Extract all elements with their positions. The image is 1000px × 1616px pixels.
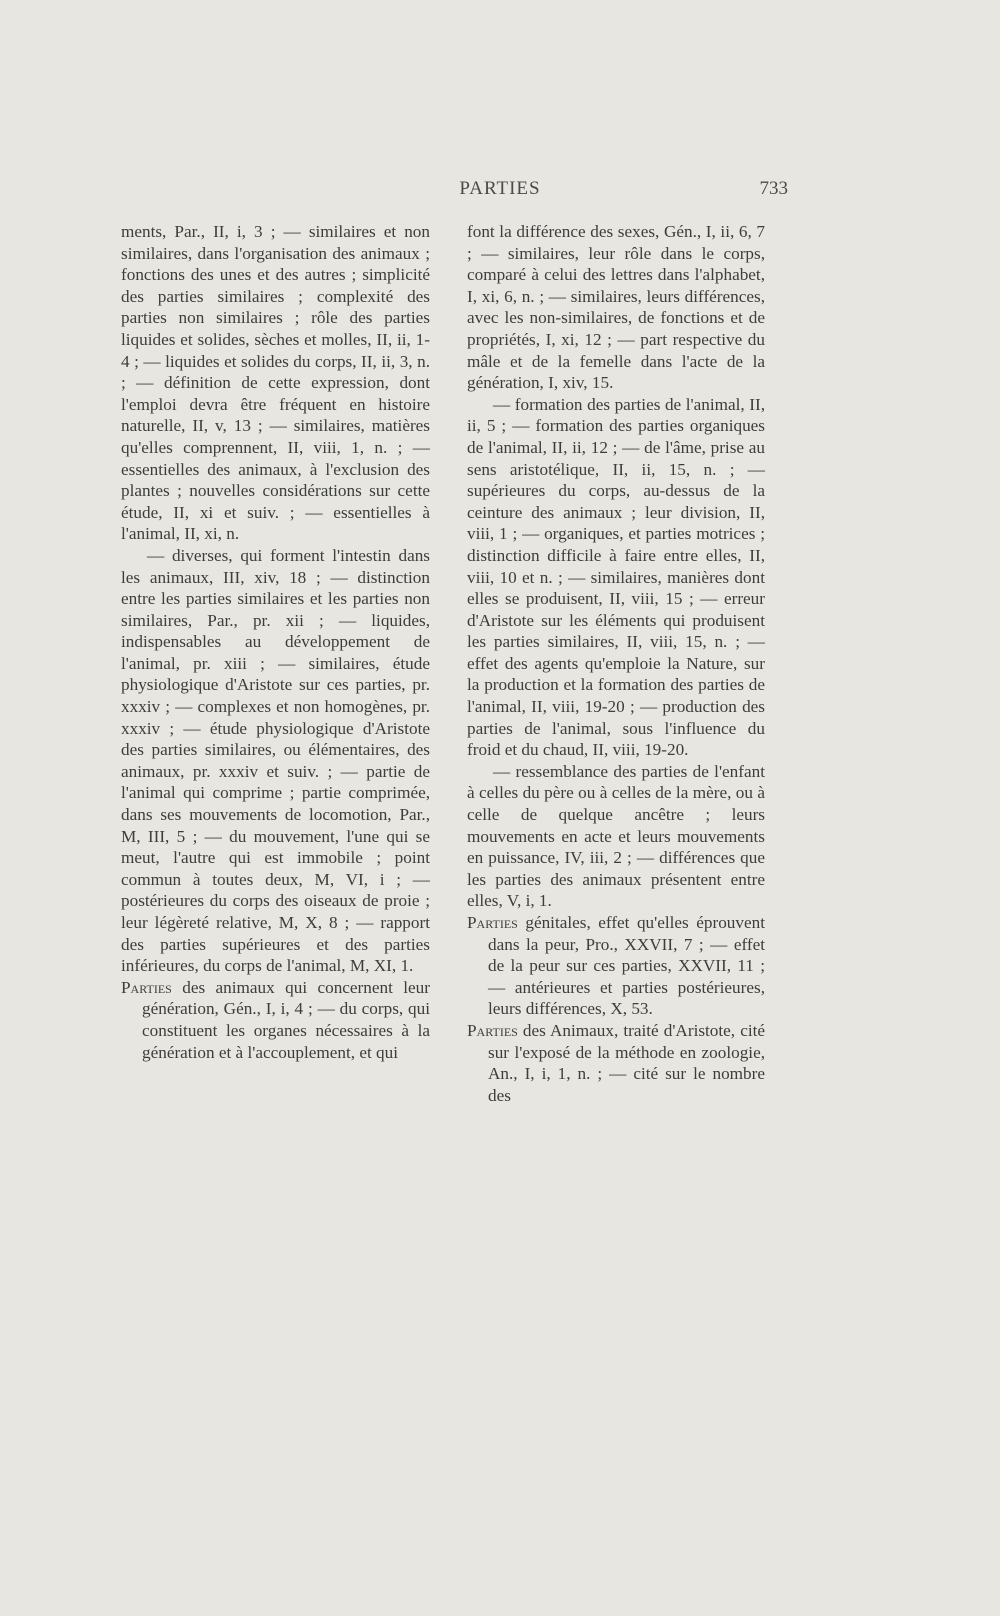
index-entry	[121, 977, 430, 1063]
left-column	[121, 221, 430, 1063]
index-paragraph: ments, Par., II, i, 3 ; — similaires et non similaires, dans l'organisation des animaux ; fonctions des unes et des autres ; simplicité des parties similaires ; complexité des parties non similaires ; rôle des parties liquides et solides, sèches et molles, II, ii, 1-4 ; — liquides et solides du corps, II, ii, 3, n. ; — définition de cette expression, dont l'emploi devra être fréquent en histoire naturelle, II, v, 13 ; — similaires, matières qu'elles comprennent, II, viii, 1, n. ; — essentielles des animaux, à l'exclusion des plantes ; nouvelles considérations sur cette étude, II, xi et suiv. ; — essentielles à l'animal, II, xi, n.	[121, 222, 430, 544]
index-paragraph: — formation des parties de l'animal, II, ii, 5 ; — formation des parties organiques de l'animal, II, ii, 12 ; — de l'âme, prise au sens aristotélique, II, ii, 15, n. ; — supérieures du corps, au-dessus de la ceinture des animaux ; leur division, II, viii, 1 ; — organiques, et parties motrices ; distinction difficile à faire entre elles, II, viii, 10 et n. ; — similaires, manières dont elles se produisent, II, viii, 15 ; — erreur d'Aristote sur les éléments qui produisent les parties similaires, II, viii, 15, n. ; — effet des agents qu'emploie la Nature, sur la production et la formation des parties de l'animal, II, viii, 19-20 ; — production des parties de l'animal, sous l'influence du froid et du chaud, II, viii, 19-20.	[467, 394, 765, 760]
running-title: PARTIES	[459, 178, 541, 199]
index-paragraph: — ressemblance des parties de l'enfant à celles du père ou à celles de la mère, ou à celle de quelque ancêtre ; leurs mouvements en acte et leurs mouvements en puissance, IV, iii, 2 ; — différences que les parties des animaux présentent entre elles, V, i, 1.	[467, 761, 765, 911]
right-column	[467, 221, 765, 1106]
index-paragraph: — diverses, qui forment l'intestin dans les animaux, III, xiv, 18 ; — distinction entre les parties similaires et les parties non similaires, Par., pr. xii ; — liquides, indispensables au développement de l'animal, pr. xiii ; — similaires, étude physiologique d'Aristote sur ces parties, pr. xxxiv ; — complexes et non homogènes, pr. xxxiv ; — étude physiologique d'Aristote des parties similaires, ou élémentaires, des animaux, pr. xxxiv et suiv. ; — partie de l'animal qui comprime ; partie comprimée, dans ses mouvements de locomotion, Par., M, III, 5 ; — du mouvement, l'une qui se meut, l'autre qui est immobile ; point commun à toutes deux, M, VI, i ; — postérieures du corps des oiseaux de proie ; leur légèreté relative, M, X, 8 ; — rapport des parties supérieures et des parties inférieures, du corps de l'animal, M, XI, 1.	[121, 545, 430, 976]
entry-headword: Parties	[467, 1020, 518, 1040]
entry-text: génitales, effet qu'elles éprouvent dans la peur, Pro., XXVII, 7 ; — effet de la peur sur ces parties, XXVII, 11 ; — antérieures et parties postérieures, leurs différences, X, 53.	[488, 913, 765, 1019]
entry-text: des animaux qui concernent leur génération, Gén., I, i, 4 ; — du corps, qui constituent les organes nécessaires à la génération et à l'accouplement, et qui	[142, 977, 430, 1062]
entry-headword: Parties	[121, 977, 172, 997]
entry-text: des Animaux, traité d'Aristote, cité sur l'exposé de la méthode en zoologie, An., I, i, 1, n. ; — cité sur le nombre des	[488, 1020, 765, 1105]
index-entry	[467, 912, 765, 1020]
page-number: 733	[759, 178, 788, 199]
index-entry	[467, 1020, 765, 1106]
index-paragraph: font la différence des sexes, Gén., I, ii, 6, 7 ; — similaires, leur rôle dans le corps, comparé à celui des lettres dans l'alphabet, I, xi, 6, n. ; — similaires, leurs différences, avec les non-similaires, de fonctions et de propriétés, I, xi, 12 ; — part respective du mâle et de la femelle dans l'acte de la génération, I, xiv, 15.	[467, 222, 765, 393]
entry-headword: Parties	[467, 913, 518, 932]
